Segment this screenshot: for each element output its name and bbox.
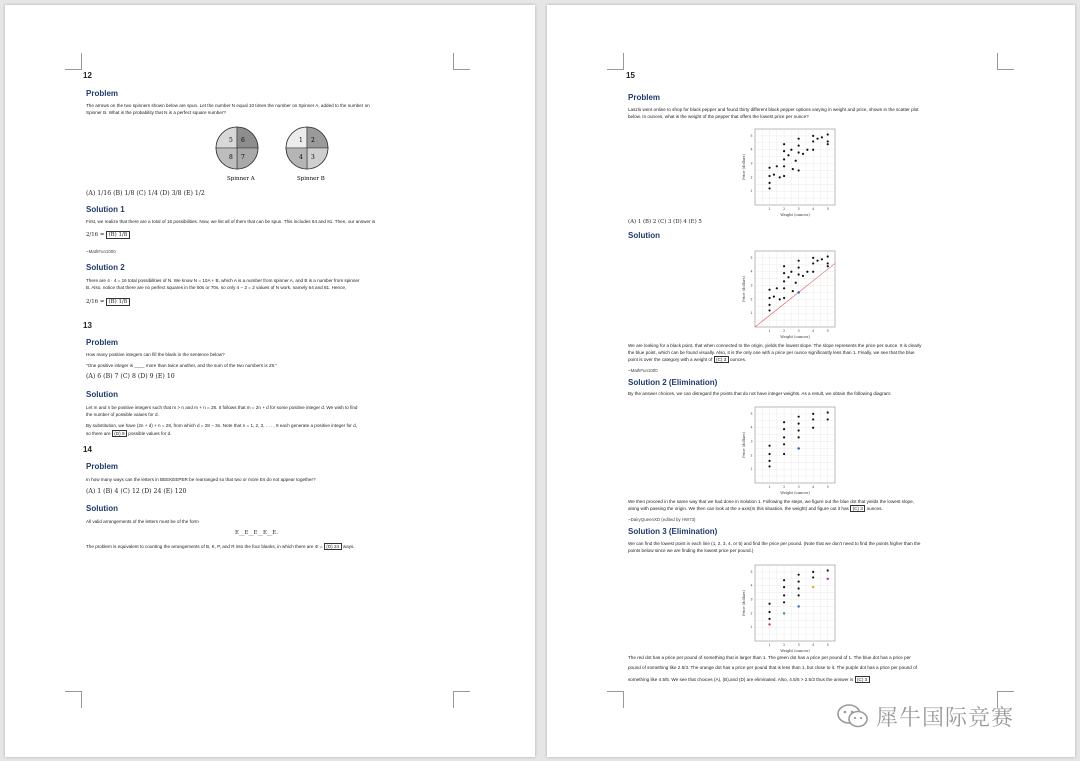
data-point <box>821 258 823 260</box>
x-tick-label: 2 <box>783 329 786 333</box>
problem-number: 14 <box>83 445 92 454</box>
data-point <box>812 262 814 264</box>
data-point <box>768 167 770 169</box>
scatter-plot <box>739 247 839 343</box>
y-axis-label: Price (dollars) <box>742 154 746 180</box>
y-tick-label: 5 <box>750 569 753 574</box>
data-point <box>783 594 785 596</box>
data-point <box>812 271 814 273</box>
data-point <box>812 571 814 573</box>
data-point <box>792 168 794 170</box>
data-point <box>776 287 778 289</box>
y-tick-label: 2 <box>750 453 753 458</box>
data-point <box>779 176 781 178</box>
data-point <box>806 149 808 151</box>
data-point <box>783 265 785 267</box>
y-tick-label: 3 <box>750 597 753 602</box>
data-point <box>787 154 789 156</box>
data-point <box>812 418 814 420</box>
data-point <box>783 421 785 423</box>
document-page-left <box>5 5 535 757</box>
spinner-b-number: 3 <box>311 154 315 161</box>
x-tick-label: 4 <box>812 643 815 647</box>
scatter-chart <box>739 125 839 226</box>
crop-mark <box>607 691 624 708</box>
problem-text: Laszlo went online to shop for black pepper and found thirty different black pepper options varying in weight and price, shown in the scatter plot <box>628 107 919 112</box>
solution-text: We can find the lowest point in each line (1, 2, 3, 4, or 5) and find the price per pound. (Note that we don't need to find the points higher than the <box>628 541 921 546</box>
data-point <box>827 133 829 135</box>
data-point <box>783 428 785 430</box>
problem-text: The arrows on the two spinners shown below are spun. Let the number N equal 10 times the number on Spinner A, added to the number on <box>86 103 370 108</box>
x-axis-label: Weight (ounces) <box>780 491 810 495</box>
y-tick-label: 1 <box>750 467 753 472</box>
spinner-a-number: 8 <box>229 154 233 161</box>
solution-heading: Solution <box>86 504 118 513</box>
data-point <box>783 280 785 282</box>
data-point <box>806 271 808 273</box>
data-point <box>768 304 770 306</box>
problem-heading: Problem <box>86 462 119 471</box>
data-point <box>783 453 785 455</box>
colored-point <box>812 586 814 588</box>
solution-heading: Solution 1 <box>86 205 125 214</box>
answer-choices: (A) 6 (B) 7 (C) 8 (D) 9 (E) 10 <box>86 373 175 380</box>
solution-heading: Solution <box>86 390 118 399</box>
data-point <box>768 611 770 613</box>
crop-mark <box>453 691 470 708</box>
answer-choices: (A) 1 (B) 2 (C) 3 (D) 4 (E) 5 <box>628 219 702 225</box>
data-point <box>798 273 800 275</box>
solution-text: The problem is equivalent to counting the arrangements of B, K, P, and R into the four blanks, in which there are 4! = (D) 24 ways. <box>86 544 355 549</box>
data-point <box>783 158 785 160</box>
data-point <box>798 151 800 153</box>
solution-text: The red dot has a price per pound of something that is larger than 1. The green dot has a price per pound of 1. The blue dot has a price per <box>628 655 911 660</box>
data-point <box>790 149 792 151</box>
data-point <box>783 165 785 167</box>
y-tick-label: 4 <box>750 583 753 588</box>
scatter-chart-integer <box>739 403 839 504</box>
author-signature: ~MathFun1000 <box>86 249 116 254</box>
x-axis-label: Weight (ounces) <box>780 335 810 339</box>
x-tick-label: 4 <box>812 485 815 489</box>
data-point <box>802 275 804 277</box>
spinners-figure <box>210 123 340 181</box>
x-tick-label: 3 <box>797 485 800 489</box>
solution-text: First, we realize that there are a total of 16 possibilities. Now, we list all of them that can be spun. This includes 64 and 81. Then, our answer is <box>86 219 376 224</box>
y-tick-label: 2 <box>750 175 753 180</box>
data-point <box>783 272 785 274</box>
spinner-a-number: 7 <box>241 154 245 161</box>
data-point <box>768 465 770 467</box>
spinner-b-number: 4 <box>299 154 303 161</box>
data-point <box>768 460 770 462</box>
scatter-chart-solution <box>739 247 839 348</box>
watermark-text: 犀牛国际竞赛 <box>876 705 1015 731</box>
colored-point <box>768 623 770 625</box>
data-point <box>783 601 785 603</box>
data-point <box>798 138 800 140</box>
data-point <box>802 153 804 155</box>
answer-box: (C) 3 <box>850 505 865 512</box>
problem-quote: "One positive integer is ____ more than twice another, and the sum of the two numbers is 28." <box>86 363 277 368</box>
y-tick-label: 4 <box>750 425 753 430</box>
data-point <box>827 255 829 257</box>
y-axis-label: Price (dollars) <box>742 432 746 458</box>
data-point <box>812 413 814 415</box>
watermark <box>836 701 1036 731</box>
x-tick-label: 3 <box>797 329 800 333</box>
crop-mark <box>607 53 624 70</box>
scatter-chart-colored <box>739 561 839 662</box>
problem-number: 13 <box>83 321 92 330</box>
scatter-plot <box>739 125 839 221</box>
spinner-a-number: 6 <box>241 137 245 144</box>
solution-heading: Solution 2 <box>86 263 125 272</box>
problem-text: below. In ounces, what is the weight of the pepper that offers the lowest price per ounce? <box>628 114 809 119</box>
colored-point <box>783 612 785 614</box>
data-point <box>768 289 770 291</box>
x-axis-label: Weight (ounces) <box>780 649 810 653</box>
data-point <box>783 443 785 445</box>
plot-frame <box>755 129 835 205</box>
colored-point <box>827 578 829 580</box>
x-tick-label: 1 <box>768 643 771 647</box>
x-tick-label: 3 <box>797 207 800 211</box>
solution-math: 2/16 = (B) 1/8 <box>86 299 130 305</box>
data-point <box>827 411 829 413</box>
data-point <box>827 569 829 571</box>
y-tick-label: 5 <box>750 255 753 260</box>
data-point <box>827 143 829 145</box>
y-tick-label: 3 <box>750 283 753 288</box>
spinner-a <box>216 127 258 169</box>
data-point <box>827 418 829 420</box>
arrangement-form: E__E__E__E__E. <box>235 530 278 536</box>
solution-text: We are looking for a black point, that when connected to the origin, yields the lowest slope. The slope represents the price per ounce. It is clearly <box>628 343 922 348</box>
data-point <box>812 257 814 259</box>
spinner-a-number: 5 <box>229 137 233 144</box>
spinner-b <box>286 127 328 169</box>
data-point <box>783 287 785 289</box>
solution-text: B. Also, notice that there are no perfect squares in the 50s or 70s, so only 4 − 2 = 2 values of N work, namely 64 and 81. Hence, <box>86 285 347 290</box>
answer-box: (D) 24 <box>324 543 342 550</box>
x-tick-label: 1 <box>768 485 771 489</box>
answer-box: (C) 3 <box>714 356 729 363</box>
data-point <box>812 576 814 578</box>
data-point <box>768 309 770 311</box>
x-tick-label: 2 <box>783 485 786 489</box>
x-tick-label: 4 <box>812 207 815 211</box>
spinner-b-label: Spinner B <box>297 176 325 181</box>
x-tick-label: 1 <box>768 329 771 333</box>
answer-box: (B) 1/8 <box>106 231 130 239</box>
answer-choices: (A) 1 (B) 4 (C) 12 (D) 24 (E) 120 <box>86 488 187 495</box>
spinner-a-label: Spinner A <box>227 176 255 181</box>
data-point <box>773 296 775 298</box>
data-point <box>812 149 814 151</box>
data-point <box>798 266 800 268</box>
data-point <box>783 175 785 177</box>
y-tick-label: 1 <box>750 625 753 630</box>
x-tick-label: 5 <box>826 485 829 489</box>
data-point <box>792 290 794 292</box>
x-tick-label: 2 <box>783 207 786 211</box>
data-point <box>798 144 800 146</box>
x-tick-label: 2 <box>783 643 786 647</box>
answer-box: (B) 1/8 <box>106 298 130 306</box>
solution-text: the blue point, which can be found visually. Also, it is the only one with a price per ounce significantly less than 1. Finally, we see that the blue <box>628 350 915 355</box>
data-point <box>798 429 800 431</box>
crop-mark <box>997 53 1014 70</box>
data-point <box>776 165 778 167</box>
data-point <box>768 618 770 620</box>
y-tick-label: 2 <box>750 297 753 302</box>
data-point <box>798 580 800 582</box>
solution-text: along with passing the origin. We then can look at the x-axis(In this situation, the weight) and figure out it has (C) 3 ounces. <box>628 506 883 511</box>
y-tick-label: 3 <box>750 161 753 166</box>
data-point <box>812 427 814 429</box>
solution-heading: Solution 3 (Elimination) <box>628 527 718 536</box>
x-tick-label: 4 <box>812 329 815 333</box>
data-point <box>798 416 800 418</box>
data-point <box>798 260 800 262</box>
problem-text: Spinner B. What is the probability that N is a perfect square number? <box>86 110 226 115</box>
solution-text: the number of possible values for d. <box>86 412 159 417</box>
scatter-plot <box>739 561 839 657</box>
answer-box: (D) 9 <box>112 430 127 437</box>
problem-number: 12 <box>83 71 92 80</box>
data-point <box>768 297 770 299</box>
data-point <box>798 169 800 171</box>
data-point <box>768 175 770 177</box>
y-tick-label: 1 <box>750 311 753 316</box>
data-point <box>816 260 818 262</box>
x-tick-label: 3 <box>797 643 800 647</box>
data-point <box>783 586 785 588</box>
solution-math: 2/16 = (B) 1/8 <box>86 232 130 238</box>
data-point <box>816 138 818 140</box>
solution-heading: Solution <box>628 231 660 240</box>
data-point <box>827 265 829 267</box>
solution-heading: Solution 2 (Elimination) <box>628 378 718 387</box>
data-point <box>795 282 797 284</box>
plot-frame <box>755 407 835 483</box>
data-point <box>783 143 785 145</box>
data-point <box>798 436 800 438</box>
crop-mark <box>65 691 82 708</box>
scatter-plot <box>739 403 839 499</box>
solution-text: By the answer choices, we can disregard the points that do not have integer weights. As a result, we obtain the following diagram: <box>628 391 892 396</box>
data-point <box>812 140 814 142</box>
solution-text: Let m and n be positive integers such that m > n and m + n = 28. It follows that m = 2n + d for some positive integer d. We wish to find <box>86 405 358 410</box>
spinner-b-number: 1 <box>299 137 303 144</box>
data-point <box>798 422 800 424</box>
data-point <box>783 579 785 581</box>
problem-heading: Problem <box>628 93 661 102</box>
solution-text: points below since we are finding the lowest price per pound.) <box>628 548 754 553</box>
problem-text: In how many ways can the letters in BEEKEEPER be rearranged so that two or more Es do not appear together? <box>86 477 316 482</box>
data-point <box>768 453 770 455</box>
plot-frame <box>755 565 835 641</box>
plot-frame <box>755 251 835 327</box>
solution-text: so there are (D) 9 possible values for d. <box>86 431 172 436</box>
y-tick-label: 5 <box>750 411 753 416</box>
answer-box: (C) 3 <box>855 676 870 683</box>
crop-mark <box>65 53 82 70</box>
spinner-b-number: 2 <box>311 137 315 144</box>
data-point <box>787 276 789 278</box>
solution-text: There are 4 · 4 = 16 total possibilities of N. We know N = 10A + B, which A is a number from spinner A, and B is a number from spinner <box>86 278 360 283</box>
data-point <box>783 436 785 438</box>
data-point <box>827 262 829 264</box>
x-tick-label: 5 <box>826 329 829 333</box>
x-tick-label: 5 <box>826 643 829 647</box>
solution-text: pound of something like 2.5/3. The orange dot has a price per pound that is less than 1, but close to it. The purple dot has a price per pound of <box>628 665 917 670</box>
data-point <box>773 174 775 176</box>
crop-mark <box>453 53 470 70</box>
solution-text: point is over the category with a weight of (C) 3 ounces. <box>628 357 747 362</box>
x-axis-label: Weight (ounces) <box>780 213 810 217</box>
data-point <box>795 160 797 162</box>
y-tick-label: 4 <box>750 147 753 152</box>
y-tick-label: 1 <box>750 189 753 194</box>
problem-heading: Problem <box>86 338 119 347</box>
data-point <box>768 445 770 447</box>
data-point <box>790 271 792 273</box>
y-tick-label: 4 <box>750 269 753 274</box>
document-page-right <box>547 5 1075 757</box>
wechat-icon <box>836 703 870 729</box>
colored-point <box>797 605 799 607</box>
solution-text: something like 4.5/5. We see that choices (A), (B),and (D) are eliminated. Also, 4.5/5 > 2.5/3 thus the answer is (C) 3 <box>628 676 870 684</box>
data-point <box>768 187 770 189</box>
solution-text: We then proceed in the same way that we had done in Solution 1. Following the steps, we figure out the blue dot that yields the lowest slope, <box>628 499 914 504</box>
data-point <box>798 587 800 589</box>
highlight-point <box>797 447 799 449</box>
data-point <box>798 594 800 596</box>
y-tick-label: 5 <box>750 133 753 138</box>
highlight-point <box>797 291 799 293</box>
solution-text: By substitution, we have (2n + d) + n = 28, from which d = 28 − 3n. Note that n = 1, 2, 3, . . . , 9 each generate a positive integer for d, <box>86 423 357 428</box>
answer-choices: (A) 1/16 (B) 1/8 (C) 1/4 (D) 3/8 (E) 1/2 <box>86 190 205 197</box>
data-point <box>779 298 781 300</box>
y-axis-label: Price (dollars) <box>742 276 746 302</box>
x-tick-label: 1 <box>768 207 771 211</box>
problem-text: How many positive integers can fill the blank in the sentence below? <box>86 352 225 357</box>
y-tick-label: 2 <box>750 611 753 616</box>
data-point <box>783 297 785 299</box>
data-point <box>783 150 785 152</box>
y-tick-label: 3 <box>750 439 753 444</box>
data-point <box>768 603 770 605</box>
data-point <box>798 574 800 576</box>
problem-heading: Problem <box>86 89 119 98</box>
solution-text: All valid arrangements of the letters must be of the form <box>86 519 199 524</box>
data-point <box>827 140 829 142</box>
y-axis-label: Price (dollars) <box>742 590 746 616</box>
data-point <box>812 135 814 137</box>
x-tick-label: 5 <box>826 207 829 211</box>
data-point <box>768 182 770 184</box>
author-signature: ~MathFun1000 <box>628 368 658 373</box>
author-signature: ~DairyQueenXD (edited by HW73) <box>628 517 696 522</box>
data-point <box>821 136 823 138</box>
problem-number: 15 <box>626 71 635 80</box>
